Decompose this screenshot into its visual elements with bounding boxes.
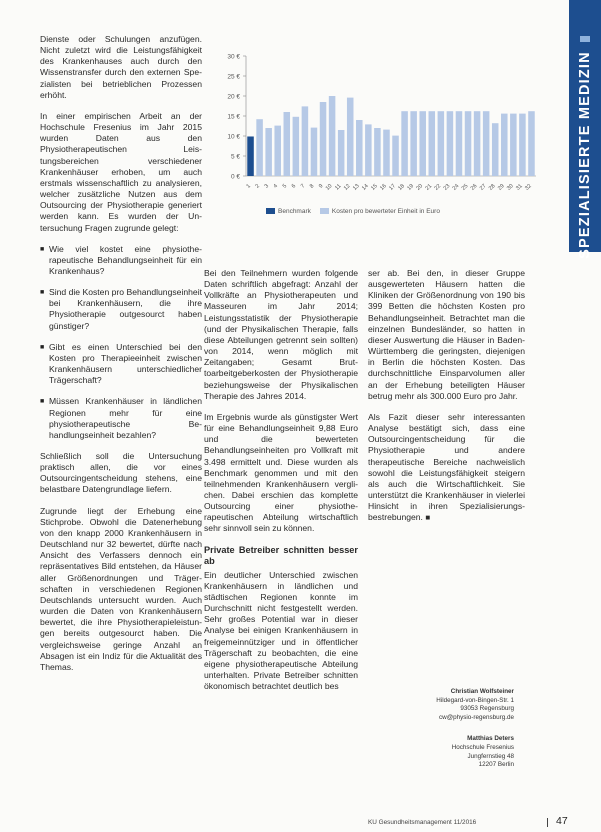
bar <box>465 111 472 176</box>
x-tick-label: 21 <box>424 183 434 192</box>
cost-bar-chart <box>206 48 568 208</box>
paragraph: Zugrunde liegt der Erhebung eine Stichprobe. Obwohl die Datenerhebung von den knapp 2000 Krankenhäusern in Deutschland nur 32 bewertet, dürfte nach Ansicht des Verfassers dennoch ein repräsentatives Bild entstehen, da Häuser aller Größenordnungen und Trägerschaften in verschiedenen Regionen Deutschlands untersucht wurden. Auch wurden die Daten von Krankenhäusern bewertet, die ihre Physiotherapieleistungen bereits outgesourct haben. Die vergleichsweise geringe Anzahl an Absagen ist ein Indiz für die Aktualität des Themas. <box>40 505 202 672</box>
page-number: 47 <box>556 815 568 827</box>
bar <box>329 96 336 176</box>
section-label: SPEZIALISIERTE MEDIZIN <box>577 51 593 259</box>
x-tick-label: 31 <box>515 183 524 192</box>
bar <box>347 98 354 176</box>
bar <box>410 111 417 176</box>
legend-label-cost: Kosten pro bewerteter Einheit in Euro <box>331 208 440 215</box>
cost-chart <box>206 48 568 228</box>
x-tick-label: 11 <box>334 183 343 192</box>
y-tick-label: 25 € <box>227 73 240 81</box>
bar <box>365 124 372 176</box>
author-name: Christian Wolfsteiner <box>450 688 514 695</box>
bar <box>293 117 300 176</box>
bar <box>274 126 281 176</box>
column-2 <box>204 268 358 702</box>
x-tick-label: 28 <box>487 183 497 192</box>
x-tick-label: 20 <box>415 183 425 192</box>
paragraph: Im Ergebnis wurde als günstigster Wert für eine Behandlungseinheit 9,88 Euro und die bewerteten Behandlungseinheiten pro Vollkraft mit 3.498 ermittelt und. Diese wurden als Benchmark genommen und mit den teilnehmenden Krankenhäusern verglichen. Dabei erschien das komplette Outsourcing einer physiotherapeutischen Abteilung wirtschaftlich sehr sinnvoll sein zu können. <box>204 411 358 534</box>
bar <box>256 119 263 176</box>
bar <box>456 111 463 176</box>
x-tick-label: 24 <box>451 183 461 192</box>
author-city: 12207 Berlin <box>478 761 514 769</box>
bar <box>392 136 399 176</box>
author-block <box>378 688 514 722</box>
chart-legend <box>266 208 440 215</box>
bar <box>438 111 445 176</box>
x-tick-label: 23 <box>442 183 452 192</box>
bar <box>284 112 291 176</box>
bar <box>447 111 454 176</box>
x-tick-label: 14 <box>361 183 370 192</box>
x-tick-label: 17 <box>388 183 397 192</box>
x-tick-label: 18 <box>397 183 407 192</box>
x-tick-label: 3 <box>263 183 271 190</box>
bar <box>519 114 526 176</box>
question-list <box>40 244 202 441</box>
list-item: ■ Sind die Kosten pro Behandlungseinheit bei Krankenhäusern, die ihre Physiotherapie outgesourct haben günstiger? <box>40 287 202 332</box>
x-tick-label: 22 <box>433 183 443 192</box>
paragraph-text: Als Fazit dieser sehr interessanten Analyse bestätigt sich, dass eine Outsourcingentscheidung für die Physiotherapie und andere therapeutische Bereiche nachweislich sowohl die Leistungsfähigkeit steigern als auch die Wirtschaftlichkeit. Sie unterstützt die Krankenhäuser in vielerlei Hinsicht in ihren Spezialisierungsbestrebungen. <box>368 411 525 523</box>
x-tick-label: 10 <box>324 183 334 192</box>
bar <box>528 111 535 176</box>
bar <box>265 128 272 176</box>
legend-swatch-benchmark <box>266 208 275 214</box>
paragraph <box>368 412 525 524</box>
bar <box>483 111 490 176</box>
x-tick-label: 2 <box>254 183 262 190</box>
x-tick-label: 7 <box>299 183 307 190</box>
column-1 <box>40 34 202 683</box>
paragraph: Bei den Teilnehmern wurden folgende Daten schriftlich abgefragt: Anzahl der Vollkräfte an Physiotherapeuten und Masseuren im Jahr 2014; Leistungsstatistik der Physiotherapie (und der Physikalischen Therapie, falls diese Abteilungen getrennt sein sollten) von 2014, wenn möglich mit Zeitangaben; Gesamt Bruttoarbeitgeberkosten der Physiotherapie beziehungsweise der Physikalischen Therapie des Jahres 2014. <box>204 268 358 401</box>
bar <box>356 120 363 176</box>
y-tick-label: 15 € <box>227 113 240 121</box>
list-item: ■ Gibt es einen Unterschied bei den Kosten pro Therapieeinheit zwischen Krankenhäusern unterschiedlicher Trägerschaft? <box>40 342 202 387</box>
legend-label-benchmark: Benchmark <box>278 208 311 215</box>
y-tick-label: 0 € <box>230 173 240 181</box>
author-block <box>378 735 514 769</box>
paragraph: In einer empirischen Arbeit an der Hochschule Fresenius im Jahr 2015 wurden Daten aus den Physiotherapeutischen Leistungsbereichen verschiedener Krankenhäuser erhoben, um auch erstmals wissenschaftlich zu analysieren, welcher zusätzliche Nutzen aus dem Outsourcing der Physiotherapie generiert werden kann. Es wurden der Untersuchung Fragen zugrunde gelegt: <box>40 110 202 233</box>
y-tick-label: 30 € <box>227 53 240 61</box>
bar <box>492 123 499 176</box>
column-3 <box>368 268 525 533</box>
x-tick-label: 27 <box>478 183 488 192</box>
paragraph: Dienste oder Schulungen anzufügen. Nicht zuletzt wird die Leistungsfähigkeit des Krankenhauses auch durch den Wissenstransfer durch den externen Spezialisten bei betrieblichen Prozessen erhöht. <box>40 34 202 100</box>
end-mark: ■ <box>425 513 431 523</box>
x-tick-label: 5 <box>281 183 289 190</box>
footer-divider <box>547 818 548 827</box>
x-tick-label: 16 <box>379 183 388 192</box>
author-info <box>378 688 514 783</box>
x-tick-label: 29 <box>497 183 506 192</box>
bar <box>401 111 408 176</box>
x-tick-label: 4 <box>272 183 280 190</box>
section-heading: Private Betreiber schnitten besser ab <box>204 544 358 567</box>
x-tick-label: 30 <box>506 183 515 192</box>
legend-swatch-cost <box>320 208 329 214</box>
author-address: Jungfernstieg 48 <box>467 752 514 760</box>
x-tick-label: 13 <box>352 183 361 192</box>
bar <box>302 106 309 176</box>
x-tick-label: 32 <box>524 183 533 192</box>
bar <box>338 130 345 176</box>
author-address: Hildegard-von-Bingen-Str. 1 <box>436 696 514 704</box>
footer-journal: KU Gesundheitsmanagement 11/2016 <box>368 819 477 826</box>
x-tick-label: 8 <box>308 183 316 190</box>
author-city: 93053 Regensburg <box>460 705 514 713</box>
x-tick-label: 12 <box>342 183 352 192</box>
x-tick-label: 25 <box>460 183 470 192</box>
bar <box>383 130 390 176</box>
bar <box>474 111 481 176</box>
bar <box>419 111 426 176</box>
x-tick-label: 1 <box>245 183 252 190</box>
paragraph: Ein deutlicher Unterschied zwischen Krankenhäusern in ländlichen und städtischen Regionen konnte im Durchschnitt nicht festgestellt werden. Sehr großes Potential war in dieser Analyse bei einigen Krankenhäusern in freigemeinnütziger und in öffentlicher Trägerschaft zu beobachten, die eine eigene physiotherapeutische Abteilung unterhalten. Private Betreiber schnitten ökonomisch betrachtet deutlich bes <box>204 569 358 692</box>
author-email[interactable]: cw@physio-regensburg.de <box>439 713 514 721</box>
x-tick-label: 19 <box>406 183 416 192</box>
sidebar-marker <box>580 36 590 42</box>
author-institution: Hochschule Fresenius <box>451 743 514 751</box>
bar <box>320 102 327 176</box>
y-tick-label: 20 € <box>227 93 240 101</box>
list-item: ■ Müssen Krankenhäuser in ländlichen Regionen mehr für eine physiotherapeutische Behandlungseinheit bezahlen? <box>40 396 202 441</box>
bar <box>247 136 254 176</box>
author-name: Matthias Deters <box>467 735 514 743</box>
x-tick-label: 26 <box>469 183 479 192</box>
x-tick-label: 9 <box>317 183 325 190</box>
bar <box>311 128 318 176</box>
list-item: ■ Wie viel kostet eine physiotherapeutische Behandlungseinheit für ein Krankenhaus? <box>40 244 202 277</box>
bar <box>501 114 508 176</box>
bar <box>374 128 381 176</box>
paragraph: ser ab. Bei den, in dieser Gruppe ausgewerteten Häusern hatten die Kliniken der Größenordnung von 190 bis 399 Betten die höchsten Kosten pro Behandlungseinheit. Betrachtet man die einzelnen Bundesländer, so hatten in dieser Auswertung die Häuser in Baden-Württemberg die geringsten, diejenigen in Berlin die höchsten Kosten. Das durchschnittliche Einsparvolumen aller an der Erhebung beteiligten Häuser betrug mehr als 300.000 Euro pro Jahr. <box>368 268 525 401</box>
y-tick-label: 5 € <box>230 153 240 161</box>
y-tick-label: 10 € <box>227 133 240 141</box>
x-tick-label: 6 <box>290 183 298 190</box>
x-tick-label: 15 <box>370 183 379 192</box>
bar <box>510 114 517 176</box>
bar <box>429 111 436 176</box>
paragraph: Schließlich soll die Untersuchung praktisch allen, die vor eines Outsourcingentscheidung stehens, eine belastbare Datengrundlage liefern. <box>40 451 202 495</box>
